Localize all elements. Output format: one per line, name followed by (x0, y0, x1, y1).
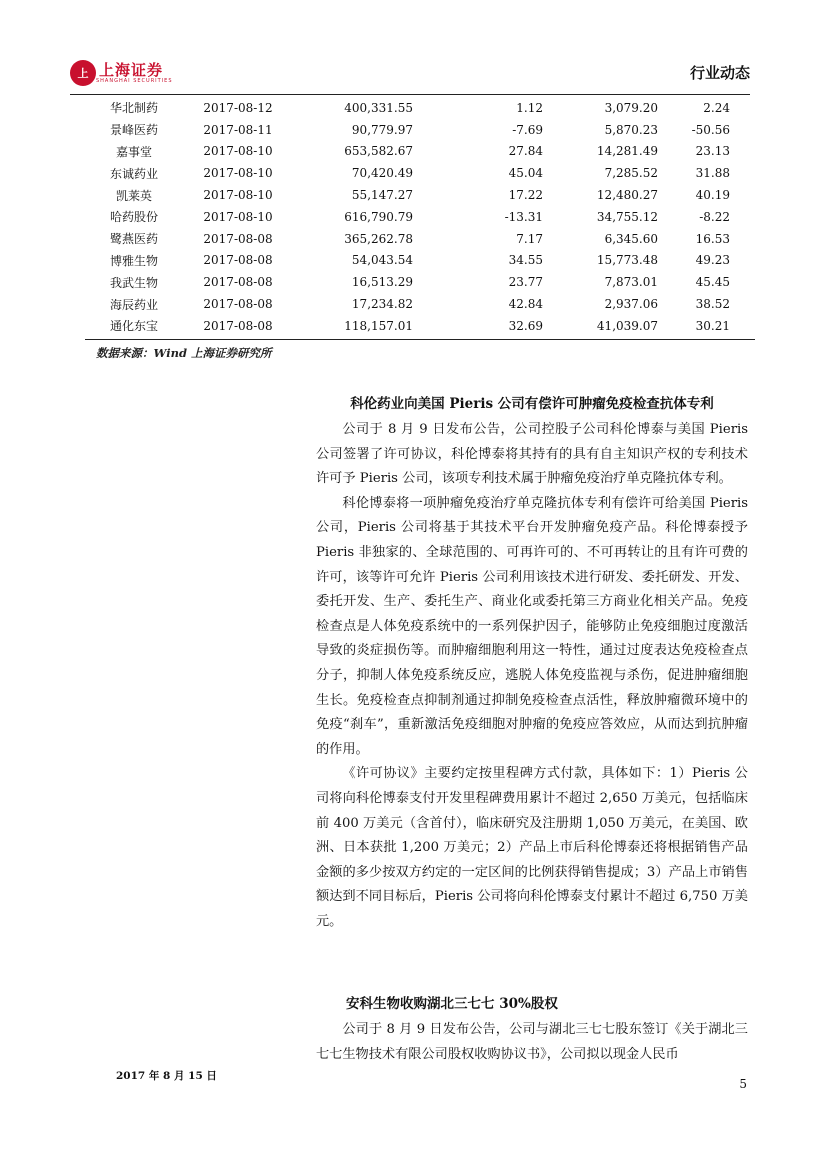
date-cell: 2017-08-08 (203, 253, 273, 268)
table-row (85, 228, 755, 250)
value-cell: 23.13 (695, 144, 730, 159)
value-cell: 32.69 (508, 318, 543, 333)
logo-icon: 上 (70, 60, 96, 86)
value-cell: 23.77 (508, 275, 543, 290)
table-row (85, 119, 755, 141)
value-cell: 31.88 (695, 166, 730, 181)
value-cell: 7.17 (516, 231, 543, 246)
value-cell: 55,147.27 (351, 188, 413, 203)
value-cell: 118,157.01 (344, 318, 413, 333)
table-row (85, 206, 755, 228)
value-cell: 45.04 (508, 166, 543, 181)
table-row (85, 293, 755, 315)
company-name-cell: 海辰药业 (109, 297, 158, 312)
value-cell: 12,480.27 (596, 188, 658, 203)
date-cell: 2017-08-11 (203, 122, 273, 137)
date-cell: 2017-08-08 (203, 275, 273, 290)
table-row (85, 97, 755, 119)
value-cell: 5,870.23 (604, 122, 658, 137)
date-cell: 2017-08-10 (203, 144, 273, 159)
value-cell: 17.22 (508, 188, 543, 203)
company-name-cell: 嘉事堂 (115, 144, 152, 159)
value-cell: 42.84 (508, 297, 543, 312)
logo-subtext: SHANGHAI SECURITIES (96, 77, 173, 84)
value-cell: 45.45 (695, 275, 730, 290)
value-cell: 6,345.60 (604, 231, 658, 246)
date-cell: 2017-08-08 (203, 297, 273, 312)
company-name-cell: 哈药股份 (109, 210, 158, 225)
table-row (85, 271, 755, 293)
company-name-cell: 通化东宝 (109, 319, 158, 334)
table-row (85, 315, 755, 337)
value-cell: 54,043.54 (351, 253, 413, 268)
date-cell: 2017-08-10 (203, 209, 273, 224)
value-cell: 1.12 (516, 100, 543, 115)
page-header (70, 58, 750, 90)
value-cell: 34.55 (508, 253, 543, 268)
value-cell: 30.21 (695, 318, 730, 333)
table-bottom-divider (85, 339, 755, 340)
company-name-cell: 博雅生物 (109, 253, 158, 268)
value-cell: 17,234.82 (351, 297, 413, 312)
footer-date: 2017 年 8 月 15 日 (116, 1070, 217, 1082)
value-cell: 14,281.49 (596, 144, 658, 159)
value-cell: -13.31 (504, 209, 543, 224)
value-cell: 616,790.79 (344, 209, 413, 224)
date-cell: 2017-08-08 (203, 318, 273, 333)
value-cell: 70,420.49 (351, 166, 413, 181)
value-cell: 34,755.12 (596, 209, 658, 224)
value-cell: 49.23 (695, 253, 730, 268)
section-title: 行业动态 (689, 64, 750, 82)
date-cell: 2017-08-08 (203, 231, 273, 246)
article-paragraph: 科伦博泰将一项肿瘤免疫治疗单克隆抗体专利有偿许可给美国 Pieris 公司，Pieris 公司将基于其技术平台开发肿瘤免疫产品。科伦博泰授予 Pieris 非独家的、全球范围的、可再许可的、不可再转让的且有许可费的许可，该等许可允许 Pieris 公司利用该技术进行研发、委托研发、开发、委托开发、生产、委托生产、商业化或委托第三方商业化相关产品。免疫检查点是人体免疫系统中的一系列保护因子，能够防止免疫细胞过度激活导致的炎症损伤等。而肿瘤细胞利用这一特性，通过过度表达免疫检查点分子，抑制人体免疫系统反应，逃脱人体免疫监视与杀伤，促进肿瘤细胞生长。免疫检查点抑制剂通过抑制免疫检查点活性，释放肿瘤微环境中的免疫“刹车”，重新激活免疫细胞对肿瘤的免疫应答效应，从而达到抗肿瘤的作用。 (316, 495, 748, 757)
value-cell: 7,285.52 (604, 166, 658, 181)
value-cell: 653,582.67 (344, 144, 413, 159)
value-cell: 41,039.07 (596, 318, 658, 333)
article-heading: 安科生物收购湖北三七七 30%股权 (346, 996, 558, 1012)
company-name-cell: 东诚药业 (109, 166, 158, 181)
value-cell: 7,873.01 (604, 275, 658, 290)
date-cell: 2017-08-12 (203, 100, 273, 115)
article-paragraph: 公司于 8 月 9 日发布公告，公司与湖北三七七股东签订《关于湖北三七七生物技术有限公司股权收购协议书》，公司拟以现金人民币 (316, 1022, 748, 1062)
logo-text: 上海证券 (99, 60, 164, 79)
value-cell: -8.22 (699, 209, 730, 224)
company-name-cell: 我武生物 (109, 275, 158, 290)
stock-data-table (85, 97, 755, 337)
company-name-cell: 景峰医药 (109, 123, 158, 138)
table-row (85, 250, 755, 272)
value-cell: -50.56 (691, 122, 730, 137)
company-name-cell: 华北制药 (109, 101, 158, 116)
date-cell: 2017-08-10 (203, 166, 273, 181)
value-cell: 90,779.97 (351, 122, 413, 137)
value-cell: 16,513.29 (351, 275, 413, 290)
value-cell: 27.84 (508, 144, 543, 159)
header-divider (70, 94, 750, 95)
company-name-cell: 鹭燕医药 (109, 232, 158, 247)
article-paragraph: 公司于 8 月 9 日发布公告，公司控股子公司科伦博泰与美国 Pieris 公司签署了许可协议，科伦博泰将其持有的具有自主知识产权的专利技术许可予 Pieris 公司，该项专利技术属于肿瘤免疫治疗单克隆抗体专利。 (316, 422, 748, 487)
value-cell: 365,262.78 (344, 231, 413, 246)
value-cell: 2.24 (703, 100, 730, 115)
article-kelun (316, 392, 748, 934)
company-logo (70, 58, 173, 88)
article-heading: 科伦药业向美国 Pieris 公司有偿许可肿瘤免疫检查抗体专利 (350, 396, 714, 412)
company-name-cell: 凯莱英 (115, 188, 152, 203)
article-paragraph: 《许可协议》主要约定按里程碑方式付款，具体如下：1）Pieris 公司将向科伦博泰支付开发里程碑费用累计不超过 2,650 万美元，包括临床前 400 万美元（含首付），临床研究及注册期 1,050 万美元，在美国、欧洲、日本获批 1,200 万美元；2）产品上市后科伦博泰还将根据销售产品金额的多少按双方约定的一定区间的比例获得销售提成；3）产品上市销售额达到不同目标后，Pieris 公司将向科伦博泰支付累计不超过 6,750 万美元。 (316, 766, 748, 929)
page-number: 5 (739, 1077, 747, 1091)
value-cell: 3,079.20 (604, 100, 658, 115)
value-cell: -7.69 (512, 122, 543, 137)
table-row (85, 162, 755, 184)
value-cell: 38.52 (695, 297, 730, 312)
table-row (85, 184, 755, 206)
value-cell: 400,331.55 (344, 100, 413, 115)
value-cell: 16.53 (695, 231, 730, 246)
value-cell: 2,937.06 (604, 297, 658, 312)
table-source-note: 数据来源：Wind 上海证券研究所 (96, 346, 272, 360)
value-cell: 15,773.48 (596, 253, 658, 268)
date-cell: 2017-08-10 (203, 188, 273, 203)
table-row (85, 141, 755, 163)
article-anke (316, 992, 748, 1067)
value-cell: 40.19 (695, 188, 730, 203)
